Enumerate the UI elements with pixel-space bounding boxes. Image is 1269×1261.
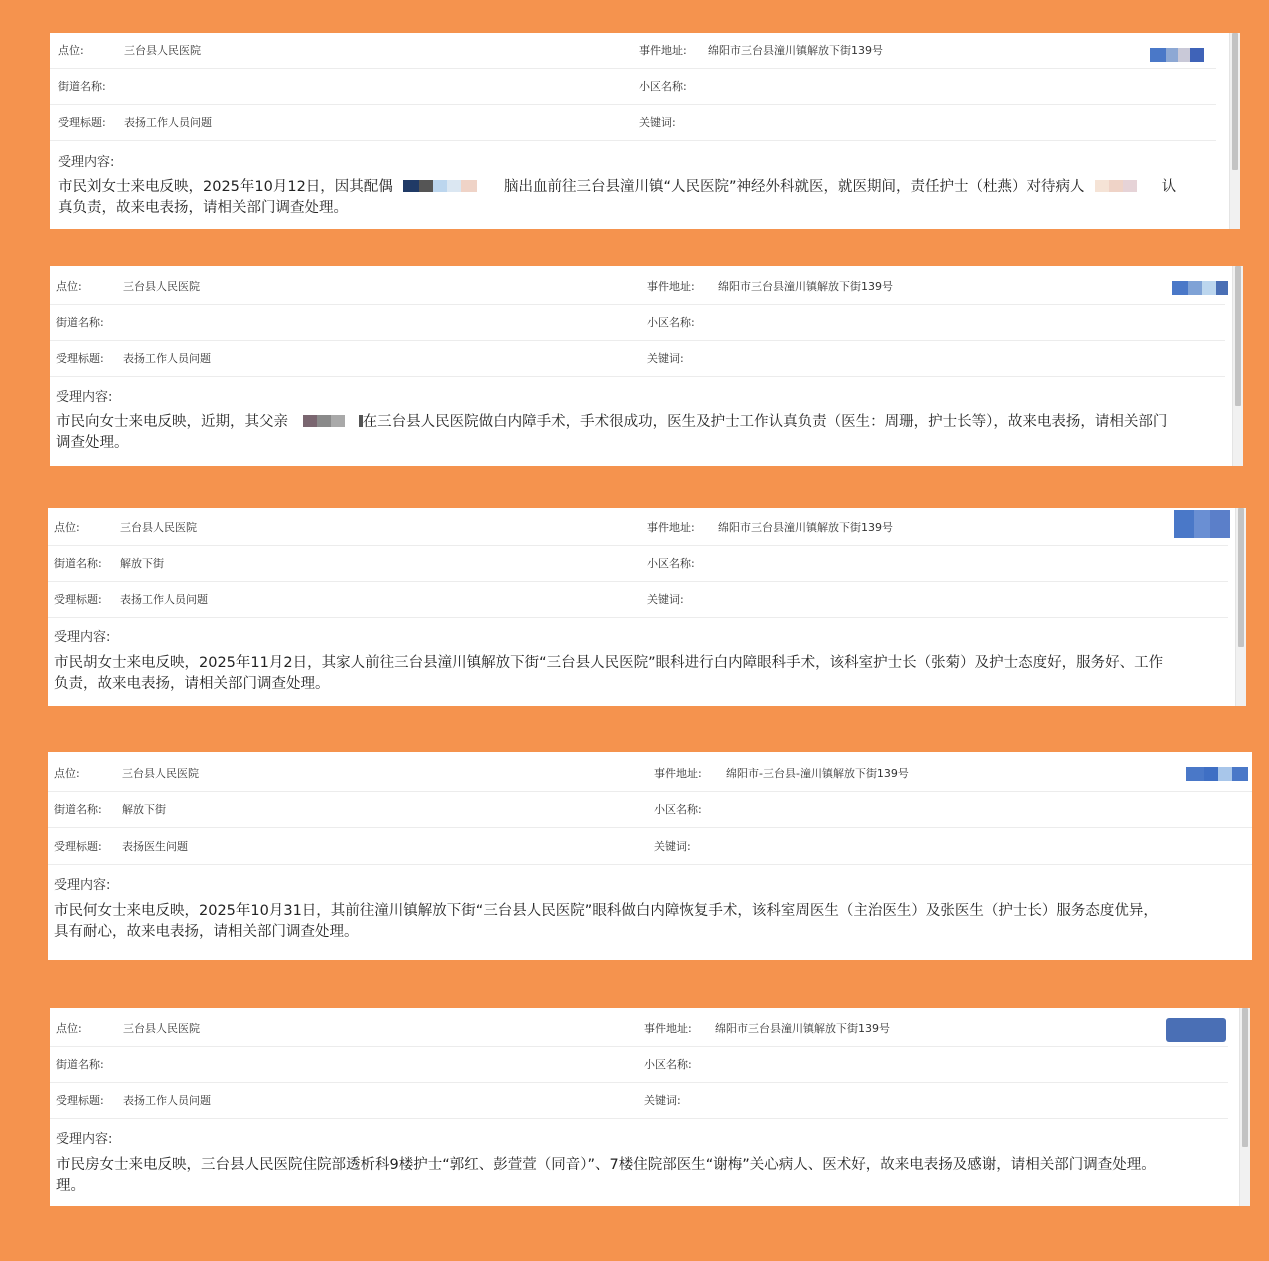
record-card-1 — [50, 33, 1240, 229]
point-label: 点位: — [54, 767, 80, 780]
content-part: 具有耐心，故来电表扬，请相关部门调查处理。 — [54, 924, 359, 940]
point-label: 点位: — [58, 44, 84, 57]
street-value: 解放下街 — [122, 803, 166, 816]
row-title — [50, 105, 1216, 141]
point-label: 点位: — [56, 1022, 82, 1035]
content-text — [58, 177, 1210, 219]
row-title — [50, 1083, 1228, 1119]
address-value: 绵阳市三台县潼川镇解放下街139号 — [715, 1022, 890, 1035]
content-part: 调查处理。 — [56, 435, 129, 451]
content-part: 市民刘女士来电反映，2025年10月12日，因其配偶 — [58, 179, 393, 195]
content-label: 受理内容: — [58, 155, 115, 170]
title-value: 表扬医生问题 — [122, 840, 188, 853]
row-title — [48, 829, 1252, 865]
row-street — [48, 792, 1252, 828]
street-label: 街道名称: — [58, 80, 106, 93]
row-street — [50, 1047, 1228, 1083]
keywords-label: 关键词: — [639, 116, 676, 129]
row-title — [48, 582, 1228, 618]
address-label: 事件地址: — [647, 280, 695, 293]
street-label: 街道名称: — [54, 557, 102, 570]
point-value: 三台县人民医院 — [124, 44, 201, 57]
street-label: 街道名称: — [56, 316, 104, 329]
record-card-5 — [50, 1008, 1250, 1206]
content-text — [54, 901, 1244, 943]
address-value: 绵阳市-三台县-潼川镇解放下街139号 — [726, 767, 909, 780]
address-label: 事件地址: — [654, 767, 702, 780]
street-value: 解放下街 — [120, 557, 164, 570]
title-label: 受理标题: — [54, 840, 102, 853]
row-point — [50, 33, 1216, 69]
keywords-label: 关键词: — [647, 593, 684, 606]
content-part: 脑出血前往三台县潼川镇“人民医院”神经外科就医，就医期间，责任护士（杜燕）对待病人 — [504, 179, 1085, 195]
address-value: 绵阳市三台县潼川镇解放下街139号 — [718, 521, 893, 534]
content-part: 理。 — [56, 1178, 85, 1194]
redacted-block — [433, 180, 447, 192]
point-value: 三台县人民医院 — [122, 767, 199, 780]
scroll-thumb[interactable] — [1232, 33, 1238, 170]
content-label: 受理内容: — [54, 630, 111, 645]
community-label: 小区名称: — [647, 316, 695, 329]
content-text — [54, 653, 1234, 695]
record-card-3 — [48, 508, 1246, 706]
content-part: 认 — [1161, 179, 1177, 195]
keywords-label: 关键词: — [644, 1094, 681, 1107]
community-label: 小区名称: — [654, 803, 702, 816]
scrollbar[interactable] — [1239, 1008, 1250, 1206]
point-label: 点位: — [56, 280, 82, 293]
row-point — [48, 756, 1252, 792]
title-label: 受理标题: — [56, 1094, 104, 1107]
scroll-thumb[interactable] — [1235, 266, 1241, 406]
row-street — [48, 546, 1228, 582]
community-label: 小区名称: — [644, 1058, 692, 1071]
keywords-label: 关键词: — [654, 840, 691, 853]
content-text — [56, 1155, 1216, 1197]
address-label: 事件地址: — [644, 1022, 692, 1035]
redacted-block — [331, 415, 345, 427]
scroll-thumb[interactable] — [1242, 1008, 1248, 1147]
point-value: 三台县人民医院 — [120, 521, 197, 534]
row-point — [50, 269, 1225, 305]
title-value: 表扬工作人员问题 — [124, 116, 212, 129]
point-value: 三台县人民医院 — [123, 1022, 200, 1035]
record-card-2 — [50, 266, 1243, 466]
row-point — [50, 1011, 1228, 1047]
content-text — [56, 412, 1228, 454]
redacted-block — [461, 180, 477, 192]
title-value: 表扬工作人员问题 — [123, 1094, 211, 1107]
keywords-label: 关键词: — [647, 352, 684, 365]
row-point — [48, 510, 1228, 546]
address-label: 事件地址: — [647, 521, 695, 534]
content-part: 市民向女士来电反映，近期，其父亲 — [56, 414, 288, 430]
content-label: 受理内容: — [56, 1132, 113, 1147]
title-label: 受理标题: — [58, 116, 106, 129]
content-label: 受理内容: — [56, 390, 113, 405]
redacted-block — [303, 415, 317, 427]
redacted-block — [1109, 180, 1123, 192]
scrollbar[interactable] — [1229, 33, 1240, 229]
content-part: 市民何女士来电反映，2025年10月31日，其前往潼川镇解放下街“三台县人民医院”眼科做白内障恢复手术，该科室周医生（主治医生）及张医生（护士长）服务态度优异， — [54, 903, 1158, 919]
scrollbar[interactable] — [1232, 266, 1243, 466]
title-value: 表扬工作人员问题 — [123, 352, 211, 365]
content-part: 负责，故来电表扬，请相关部门调查处理。 — [54, 676, 330, 692]
redacted-block — [1123, 180, 1137, 192]
address-label: 事件地址: — [639, 44, 687, 57]
title-value: 表扬工作人员问题 — [120, 593, 208, 606]
content-part: 真负责，故来电表扬，请相关部门调查处理。 — [58, 200, 348, 216]
street-label: 街道名称: — [56, 1058, 104, 1071]
redacted-block — [317, 415, 331, 427]
content-part: 市民胡女士来电反映，2025年11月2日，其家人前往三台县潼川镇解放下街“三台县人民医院”眼科进行白内障眼科手术，该科室护士长（张菊）及护士态度好，服务好、工作 — [54, 655, 1164, 671]
row-street — [50, 69, 1216, 105]
record-card-4 — [48, 752, 1252, 960]
redacted-block — [1095, 180, 1109, 192]
point-value: 三台县人民医院 — [123, 280, 200, 293]
content-part: 市民房女士来电反映，三台县人民医院住院部透析科9楼护士“郭红、彭萱萱（同音）”、7楼住院部医生“谢梅”关心病人、医术好，故来电表扬及感谢，请相关部门调查处理。 — [56, 1157, 1156, 1173]
community-label: 小区名称: — [647, 557, 695, 570]
content-label: 受理内容: — [54, 878, 111, 893]
point-label: 点位: — [54, 521, 80, 534]
redacted-block — [419, 180, 433, 192]
address-value: 绵阳市三台县潼川镇解放下街139号 — [708, 44, 883, 57]
title-label: 受理标题: — [54, 593, 102, 606]
row-title — [50, 341, 1225, 377]
redacted-block — [447, 180, 461, 192]
title-label: 受理标题: — [56, 352, 104, 365]
redacted-block — [403, 180, 419, 192]
street-label: 街道名称: — [54, 803, 102, 816]
address-value: 绵阳市三台县潼川镇解放下街139号 — [718, 280, 893, 293]
scroll-thumb[interactable] — [1238, 508, 1244, 647]
content-part: 在三台县人民医院做白内障手术，手术很成功，医生及护士工作认真负责（医生：周珊，护士长等），故来电表扬，请相关部门 — [362, 414, 1168, 430]
scrollbar[interactable] — [1235, 508, 1246, 706]
community-label: 小区名称: — [639, 80, 687, 93]
row-street — [50, 305, 1225, 341]
